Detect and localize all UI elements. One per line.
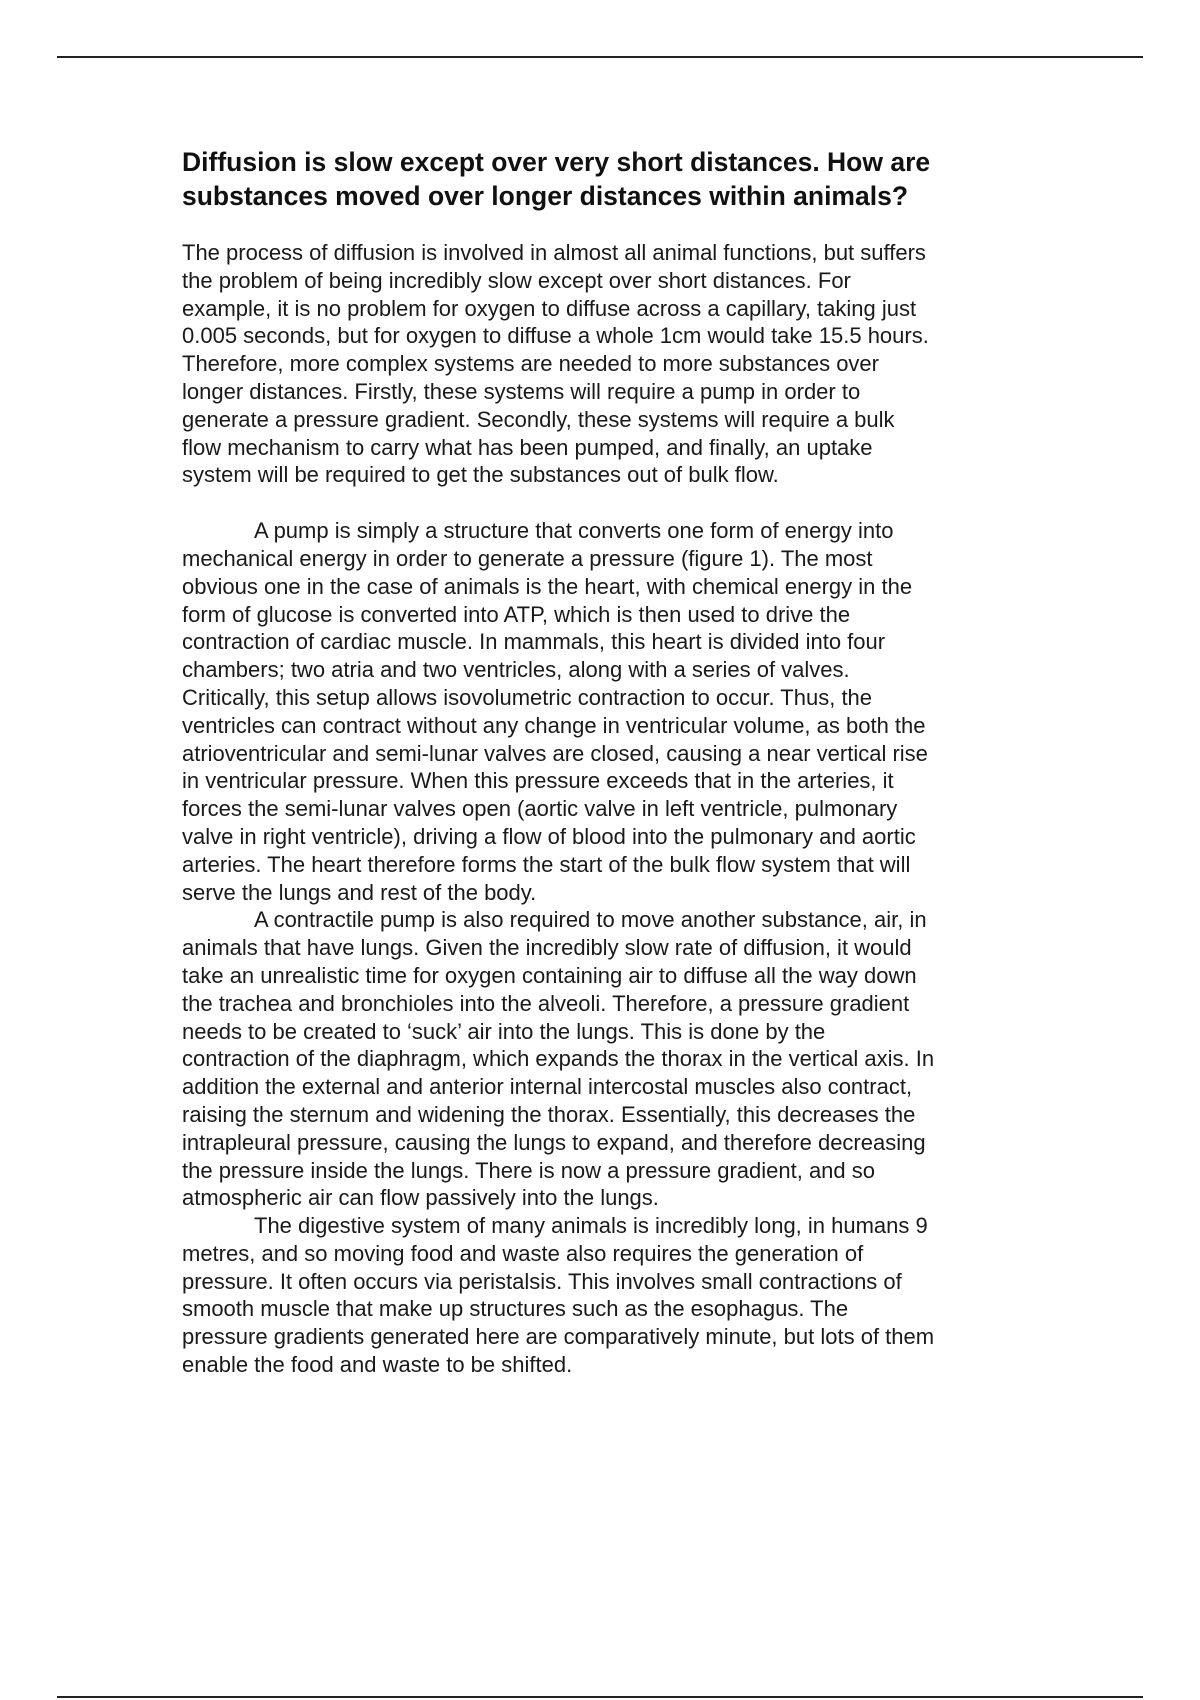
text-line: example, it is no problem for oxygen to diffuse across a capillary, taking just [182,295,917,321]
text-line: contraction of the diaphragm, which expands the thorax in the vertical axis. In [182,1046,935,1072]
paragraph-heart-pump [182,517,1022,906]
document-body [182,239,1022,1379]
paragraph-lung-pump [182,906,1022,1212]
text-line: needs to be created to ‘suck’ air into the lungs. This is done by the [182,1018,826,1044]
text-line: atmospheric air can flow passively into the lungs. [182,1185,659,1211]
text-line: The process of diffusion is involved in almost all animal functions, but suffers [182,240,926,265]
text-line: the pressure inside the lungs. There is now a pressure gradient, and so [182,1157,875,1183]
text-line: the trachea and bronchioles into the alveoli. Therefore, a pressure gradient [182,990,910,1016]
text-line: in ventricular pressure. When this pressure exceeds that in the arteries, it [182,768,894,794]
text-line: raising the sternum and widening the thorax. Essentially, this decreases the [182,1101,916,1127]
text-line: animals that have lungs. Given the incredibly slow rate of diffusion, it would [182,935,912,961]
text-line: A contractile pump is also required to move another substance, air, in [254,907,927,933]
text-line: form of glucose is converted into ATP, which is then used to drive the [182,601,851,627]
text-line: atrioventricular and semi-lunar valves are closed, causing a near vertical rise [182,740,928,766]
text-line: flow mechanism to carry what has been pumped, and finally, an uptake [182,434,873,460]
text-line: 0.005 seconds, but for oxygen to diffuse a whole 1cm would take 15.5 hours. [182,323,929,349]
text-line: pressure. It often occurs via peristalsis. This involves small contractions of [182,1268,902,1294]
text-line: mechanical energy in order to generate a pressure (figure 1). The most [182,545,873,571]
text-line: metres, and so moving food and waste also requires the generation of [182,1240,864,1266]
paragraph-digestive-pump [182,1212,1022,1379]
text-line: the problem of being incredibly slow except over short distances. For [182,267,851,293]
text-line: valve in right ventricle), driving a flow of blood into the pulmonary and aortic [182,823,916,849]
text-line: ventricles can contract without any change in ventricular volume, as both the [182,712,926,738]
bottom-rule [57,1696,1143,1698]
text-line: A pump is simply a structure that converts one form of energy into [254,518,894,544]
text-line: take an unrealistic time for oxygen containing air to diffuse all the way down [182,962,917,988]
text-line: The digestive system of many animals is incredibly long, in humans 9 [254,1213,928,1239]
document-title [182,145,1022,213]
text-line: obvious one in the case of animals is the heart, with chemical energy in the [182,573,913,599]
text-line: Therefore, more complex systems are needed to more substances over [182,351,879,377]
title-line: Diffusion is slow except over very short distances. How are [182,147,931,177]
text-line: Critically, this setup allows isovolumetric contraction to occur. Thus, the [182,684,873,710]
text-line: intrapleural pressure, causing the lungs to expand, and therefore decreasing [182,1129,926,1155]
text-line: forces the semi-lunar valves open (aortic valve in left ventricle, pulmonary [182,796,898,822]
top-rule [57,56,1143,58]
text-line: generate a pressure gradient. Secondly, these systems will require a bulk [182,406,895,432]
text-line: arteries. The heart therefore forms the start of the bulk flow system that will [182,851,911,877]
document-page [182,145,1022,1379]
text-line: smooth muscle that make up structures such as the esophagus. The [182,1296,849,1322]
text-line: longer distances. Firstly, these systems will require a pump in order to [182,378,861,404]
text-line: pressure gradients generated here are comparatively minute, but lots of them [182,1324,935,1350]
text-line: chambers; two atria and two ventricles, along with a series of valves. [182,657,850,683]
text-line: contraction of cardiac muscle. In mammals, this heart is divided into four [182,629,886,655]
paragraph-diffusion-intro [182,239,1022,489]
text-line: system will be required to get the substances out of bulk flow. [182,462,779,488]
text-line: serve the lungs and rest of the body. [182,879,537,905]
text-line: enable the food and waste to be shifted. [182,1352,573,1378]
text-line: addition the external and anterior internal intercostal muscles also contract, [182,1074,913,1100]
title-line: substances moved over longer distances within animals? [182,181,909,211]
